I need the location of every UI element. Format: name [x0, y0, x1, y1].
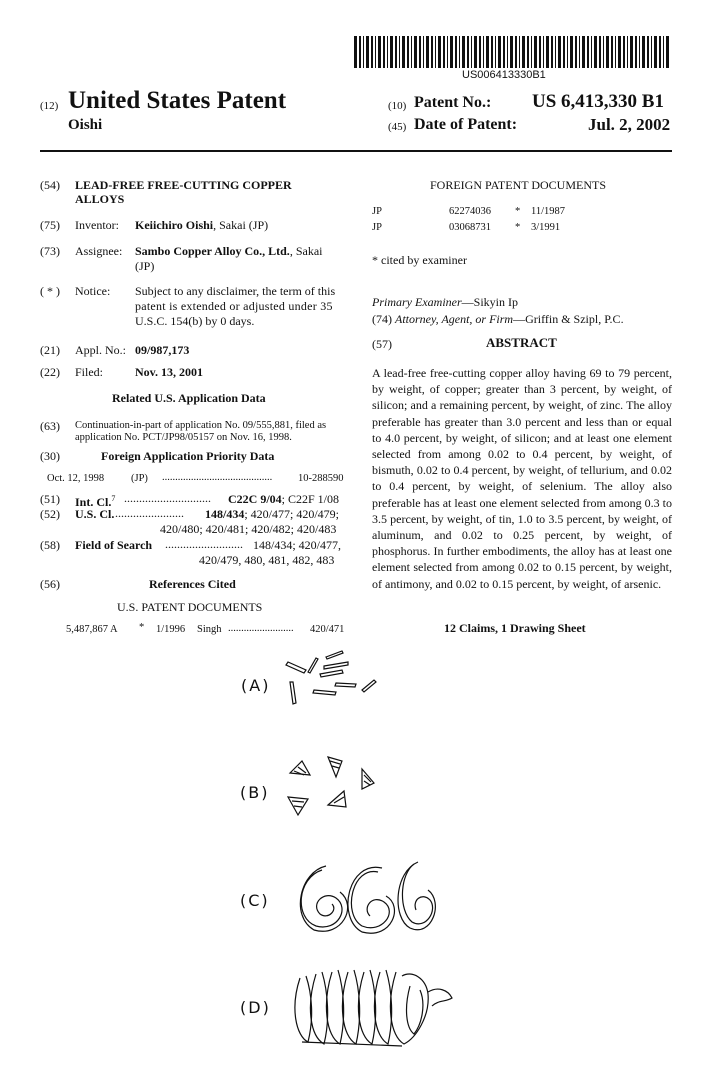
- priority-country: (JP): [131, 473, 148, 484]
- barcode-bar: [443, 36, 445, 68]
- barcode-bar: [639, 36, 640, 68]
- barcode-bar: [483, 36, 484, 68]
- barcode-bar: [551, 36, 553, 68]
- inventor-label: Inventor:: [75, 218, 119, 232]
- field-of-search-line1: 148/434; 420/477,: [253, 538, 342, 552]
- barcode-bar: [455, 36, 457, 68]
- filed-value: Nov. 13, 2001: [135, 365, 204, 379]
- barcode-bar: [599, 36, 601, 68]
- primary-examiner: [372, 295, 518, 309]
- header-rule: [40, 150, 672, 152]
- barcode-bar: [570, 36, 573, 68]
- f74-code: (74): [372, 312, 392, 326]
- invention-title-line2: ALLOYS: [75, 192, 125, 206]
- ref-star: *: [139, 622, 145, 633]
- barcode-bar: [635, 36, 637, 68]
- us-cl-dots: .......................: [115, 506, 184, 520]
- int-cl-secondary: ; C22F 1/08: [281, 492, 340, 506]
- barcode-bar: [407, 36, 409, 68]
- barcode-bar: [363, 36, 364, 68]
- notice-line3: U.S.C. 154(b) by 0 days.: [135, 314, 255, 328]
- barcode-bar: [555, 36, 556, 68]
- barcode-bar: [371, 36, 373, 68]
- barcode-bar: [663, 36, 664, 68]
- barcode-bar: [411, 36, 412, 68]
- foreign-doc-country: JP: [372, 206, 382, 217]
- barcode-bar: [594, 36, 597, 68]
- ref-name: Singh: [197, 624, 222, 635]
- patent-title: United States Patent: [68, 87, 287, 114]
- barcode-bar: [414, 36, 417, 68]
- barcode-bar: [527, 36, 529, 68]
- appl-no-value: 09/987,173: [135, 343, 190, 357]
- foreign-doc-date: 11/1987: [531, 206, 566, 217]
- f52-code: (52): [40, 507, 60, 521]
- barcode-bar: [402, 36, 405, 68]
- us-cl-line2: 420/480; 420/481; 420/482; 420/483: [160, 522, 337, 536]
- field-of-search-dots: ..........................: [165, 537, 243, 551]
- barcode-bar: [603, 36, 604, 68]
- foreign-doc-date: 3/1991: [531, 222, 561, 233]
- barcode-bar: [423, 36, 424, 68]
- int-cl-text: Int. Cl.: [75, 495, 112, 509]
- cited-note: * cited by examiner: [372, 253, 467, 267]
- barcode-bar: [438, 36, 441, 68]
- patent-number: US 6,413,330 B1: [532, 91, 664, 112]
- barcode-bar: [510, 36, 513, 68]
- chip-drawing-c: [292, 860, 442, 935]
- barcode-bar: [419, 36, 421, 68]
- int-cl-dots: .............................: [124, 491, 211, 505]
- field-of-search-label: Field of Search: [75, 538, 153, 552]
- barcode-bar: [366, 36, 369, 68]
- assignee-location: , Sakai: [289, 244, 323, 258]
- barcode-bar: [467, 36, 469, 68]
- references-heading: References Cited: [149, 577, 236, 591]
- barcode-bar: [395, 36, 397, 68]
- abstract-text: A lead-free free-cutting copper alloy having 69 to 79 percent, by weight, of copper; greater than 3 percent, by weight, of silicon; and a remaining percent, by weight, of zinc. The alloy preferable has greater than 3.0 percent and less than or equal to 4.0 percent, by weight, of silicon; and at least one element selected from among 0.02 to 0.4 percent, by weight, of bismuth, 0.02 to 0.4 percent, by weight, of tellurium, and 0.02 to 0.4 percent, by weight, of selenium. The alloy also preferable has at least one element selected from among 0.3 to 3.5 percent, by weight, of tin, 1.0 to 3.5 percent, by weight, of aluminum, and 0.02 to 0.25 percent, by weight, of phosphorus. In further embodiments, the alloy has at least one element selected from among 0.02 to 0.15 percent, by weight, of antimony, and 0.02 to 0.15 percent, by weight, of arsenic.: [372, 366, 672, 591]
- patent-no-label: Patent No.:: [414, 94, 492, 111]
- us-cl-value: [205, 507, 339, 521]
- figure-label-d: (D): [240, 998, 271, 1017]
- barcode-bar: [606, 36, 609, 68]
- barcode-bar: [591, 36, 592, 68]
- barcode-bar: [431, 36, 433, 68]
- barcode-bar: [666, 36, 669, 68]
- f21-code: (21): [40, 343, 60, 357]
- barcode-bar: [498, 36, 501, 68]
- barcode-bar: [426, 36, 429, 68]
- barcode-bar: [459, 36, 460, 68]
- chip-drawing-d: [292, 968, 472, 1048]
- barcode-bar: [539, 36, 541, 68]
- chip-drawing-a: [280, 650, 390, 712]
- attorney-name: —Griffin & Szipl, P.C.: [513, 312, 624, 326]
- notice-label: Notice:: [75, 284, 111, 298]
- claims-line: 12 Claims, 1 Drawing Sheet: [444, 621, 586, 635]
- barcode-bar: [659, 36, 661, 68]
- barcode-bar: [390, 36, 393, 68]
- ref-number: 5,487,867 A: [66, 624, 118, 635]
- barcode-bar: [627, 36, 628, 68]
- f75-code: (75): [40, 218, 60, 232]
- barcode-number: US006413330B1: [462, 69, 546, 81]
- inventor-surname: Oishi: [68, 117, 103, 133]
- barcode-bar: [522, 36, 525, 68]
- attorney-label: Attorney, Agent, or Firm: [395, 312, 514, 326]
- priority-dots: ..........................................: [162, 472, 273, 483]
- us-docs-heading: U.S. PATENT DOCUMENTS: [117, 600, 263, 614]
- barcode-bar: [546, 36, 549, 68]
- barcode-bar: [503, 36, 505, 68]
- barcode-bar: [575, 36, 577, 68]
- f30-code: (30): [40, 449, 60, 463]
- barcode-bar: [359, 36, 361, 68]
- assignee-value: [135, 244, 322, 258]
- priority-date: Oct. 12, 1998: [47, 473, 105, 484]
- barcode-bar: [647, 36, 649, 68]
- figure-label-b: (B): [240, 783, 270, 802]
- barcode-bar: [654, 36, 657, 68]
- f63-code: (63): [40, 419, 60, 433]
- barcode-bar: [618, 36, 621, 68]
- barcode-bar: [474, 36, 477, 68]
- ref-date: 1/1996: [156, 624, 186, 635]
- ref-class: 420/471: [310, 624, 345, 635]
- barcode-bar: [462, 36, 465, 68]
- attorney: [372, 312, 624, 326]
- barcode-bar: [623, 36, 625, 68]
- barcode-bar: [507, 36, 508, 68]
- barcode-bar: [543, 36, 544, 68]
- barcode-bar: [651, 36, 652, 68]
- barcode-bar: [615, 36, 616, 68]
- date-label: Date of Patent:: [414, 116, 518, 133]
- chip-drawing-b: [284, 755, 384, 820]
- inventor-location: , Sakai (JP): [213, 218, 269, 232]
- barcode-bar: [587, 36, 589, 68]
- barcode-bar: [534, 36, 537, 68]
- barcode-bar: [567, 36, 568, 68]
- barcode-bar: [519, 36, 520, 68]
- us-cl-secondary: ; 420/477; 420/479;: [244, 507, 340, 521]
- figure-label-c: (C): [240, 891, 270, 910]
- f73-code: (73): [40, 244, 60, 258]
- barcode-bar: [579, 36, 580, 68]
- barcode-bar: [375, 36, 376, 68]
- barcode-bar: [582, 36, 585, 68]
- priority-heading: Foreign Application Priority Data: [101, 449, 275, 463]
- invention-title-line1: LEAD-FREE FREE-CUTTING COPPER: [75, 178, 292, 192]
- inventor-value: [135, 218, 268, 232]
- patent-date: Jul. 2, 2002: [588, 115, 671, 134]
- barcode-bar: [383, 36, 385, 68]
- notice-line1: Subject to any disclaimer, the term of this: [135, 284, 336, 298]
- barcode-bar: [495, 36, 496, 68]
- int-cl-edition: 7: [111, 494, 116, 503]
- inventor-name: Keiichiro Oishi: [135, 218, 214, 232]
- barcode-bar: [563, 36, 565, 68]
- f58-code: (58): [40, 538, 60, 552]
- int-cl-value: [228, 492, 339, 506]
- continuation-line1: Continuation-in-part of application No. 09/555,881, filed as: [75, 420, 327, 431]
- us-cl-main: 148/434: [205, 507, 245, 521]
- foreign-doc-number: 03068731: [449, 222, 491, 233]
- examiner-label: Primary Examiner: [372, 295, 462, 309]
- barcode-bar: [486, 36, 489, 68]
- barcode-bar: [435, 36, 436, 68]
- barcode-bar: [558, 36, 561, 68]
- notice-line2: patent is extended or adjusted under 35: [135, 299, 333, 313]
- barcode-bar: [450, 36, 453, 68]
- examiner-name: —Sikyin Ip: [461, 295, 518, 309]
- barcode-bar: [491, 36, 493, 68]
- priority-number: 10-288590: [298, 473, 344, 484]
- barcode-bar: [642, 36, 645, 68]
- f54-code: (54): [40, 178, 60, 192]
- barcode-bar: [447, 36, 448, 68]
- assignee-label: Assignee:: [75, 244, 123, 258]
- filed-label: Filed:: [75, 365, 104, 379]
- code-10: (10): [388, 100, 407, 112]
- code-12: (12): [40, 100, 59, 112]
- f57-code: (57): [372, 337, 392, 351]
- assignee-name: Sambo Copper Alloy Co., Ltd.: [135, 244, 290, 258]
- code-45: (45): [388, 121, 407, 133]
- f56-code: (56): [40, 577, 60, 591]
- foreign-doc-star: *: [515, 206, 521, 217]
- barcode-bar: [611, 36, 613, 68]
- f51-code: (51): [40, 492, 60, 506]
- barcode-bar: [531, 36, 532, 68]
- barcode-bar: [399, 36, 400, 68]
- barcode-bar: [354, 36, 357, 68]
- barcode-bar: [630, 36, 633, 68]
- barcode-bar: [515, 36, 517, 68]
- foreign-doc-country: JP: [372, 222, 382, 233]
- field-of-search-line2: 420/479, 480, 481, 482, 483: [199, 553, 335, 567]
- foreign-doc-number: 62274036: [449, 206, 491, 217]
- appl-no-label: Appl. No.:: [75, 343, 126, 357]
- barcode: [352, 36, 672, 68]
- continuation-line2: application No. PCT/JP98/05157 on Nov. 16, 1998.: [75, 432, 292, 443]
- figure-label-a: (A): [241, 676, 271, 695]
- abstract-heading: ABSTRACT: [486, 335, 557, 350]
- notice-code: ( * ): [40, 284, 60, 298]
- barcode-bar: [479, 36, 481, 68]
- barcode-bar: [387, 36, 388, 68]
- int-cl-main: C22C 9/04: [228, 492, 282, 506]
- barcode-bar: [471, 36, 472, 68]
- foreign-doc-star: *: [515, 222, 521, 233]
- assignee-country: (JP): [135, 259, 155, 273]
- foreign-docs-heading: FOREIGN PATENT DOCUMENTS: [430, 178, 607, 192]
- f22-code: (22): [40, 365, 60, 379]
- barcode-bar: [378, 36, 381, 68]
- related-data-heading: Related U.S. Application Data: [112, 391, 266, 405]
- us-cl-label: U.S. Cl.: [75, 507, 115, 521]
- ref-dots: .........................: [228, 623, 294, 634]
